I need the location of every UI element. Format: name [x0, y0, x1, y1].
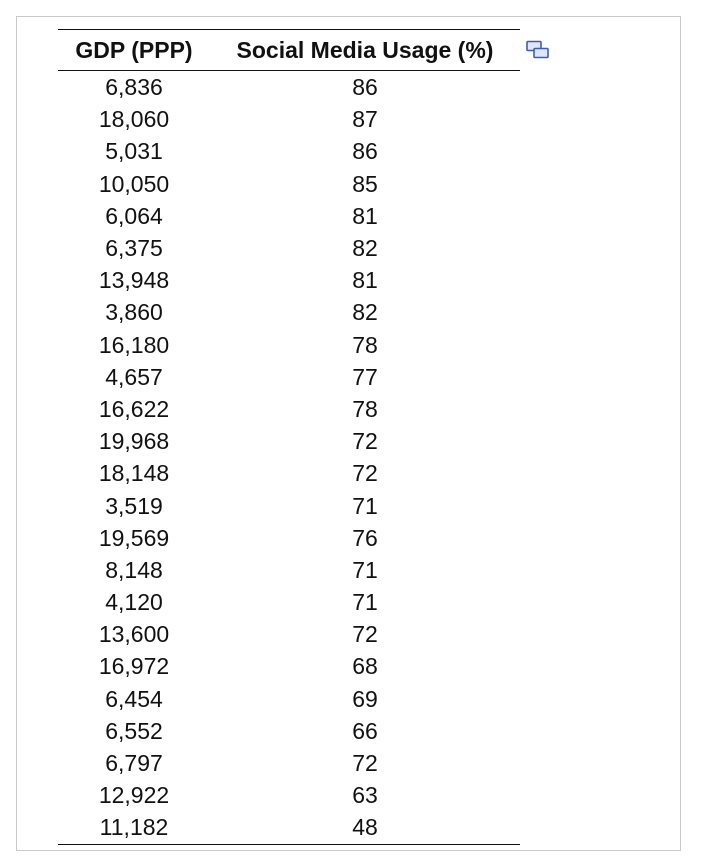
cell-social-media-usage: 66 — [352, 717, 378, 744]
table-row — [58, 264, 520, 296]
cell-gdp-ppp: 16,972 — [98, 653, 170, 680]
table-row — [58, 168, 520, 200]
table-row — [58, 715, 520, 747]
header-social-media-usage: Social Media Usage (%) — [210, 30, 520, 71]
copy-data-icon[interactable] — [526, 40, 550, 60]
cell-social-media-usage: 77 — [352, 363, 378, 390]
cell-social-media-usage: 82 — [352, 235, 378, 262]
cell-gdp-ppp: 13,600 — [98, 621, 170, 648]
data-table — [58, 29, 520, 845]
table-row — [58, 779, 520, 811]
table-row — [58, 489, 520, 521]
cell-social-media-usage: 71 — [352, 556, 378, 583]
cell-gdp-ppp: 6,836 — [105, 74, 163, 101]
cell-gdp-ppp: 13,948 — [98, 267, 170, 294]
table-row — [58, 747, 520, 779]
cell-gdp-ppp: 12,922 — [98, 782, 170, 809]
cell-social-media-usage: 48 — [210, 811, 520, 844]
cell-social-media-usage: 69 — [352, 685, 378, 712]
cell-gdp-ppp: 18,148 — [98, 460, 170, 487]
table-row — [58, 103, 520, 135]
table-row — [58, 296, 520, 328]
table-row — [58, 200, 520, 232]
cell-social-media-usage: 76 — [352, 524, 378, 551]
cell-gdp-ppp: 18,060 — [98, 106, 170, 133]
cell-gdp-ppp: 19,968 — [98, 428, 170, 455]
cell-social-media-usage: 71 — [352, 589, 378, 616]
data-table-wrapper — [58, 29, 520, 845]
table-row — [58, 618, 520, 650]
table-row — [58, 232, 520, 264]
table-row — [58, 586, 520, 618]
table-row — [58, 522, 520, 554]
cell-social-media-usage: 72 — [352, 750, 378, 777]
cell-gdp-ppp: 5,031 — [105, 138, 163, 165]
table-row — [58, 650, 520, 682]
cell-social-media-usage: 72 — [352, 621, 378, 648]
table-row — [58, 329, 520, 361]
cell-gdp-ppp: 3,860 — [105, 299, 163, 326]
cell-gdp-ppp: 6,797 — [105, 750, 163, 777]
table-header — [58, 30, 520, 71]
cell-gdp-ppp: 16,180 — [98, 331, 170, 358]
cell-social-media-usage: 86 — [352, 138, 378, 165]
cell-gdp-ppp: 3,519 — [105, 492, 163, 519]
table-row — [58, 393, 520, 425]
cell-gdp-ppp: 19,569 — [98, 524, 170, 551]
cell-gdp-ppp: 4,120 — [105, 589, 163, 616]
table-row — [58, 683, 520, 715]
header-row — [58, 30, 520, 71]
table-row — [58, 71, 520, 104]
cell-gdp-ppp: 6,454 — [105, 685, 163, 712]
table-row — [58, 554, 520, 586]
cell-social-media-usage: 85 — [352, 170, 378, 197]
cell-gdp-ppp: 11,182 — [58, 811, 210, 844]
table-body — [58, 71, 520, 845]
cell-social-media-usage: 87 — [352, 106, 378, 133]
cell-social-media-usage: 82 — [352, 299, 378, 326]
cell-gdp-ppp: 10,050 — [98, 170, 170, 197]
cell-social-media-usage: 72 — [352, 460, 378, 487]
cell-social-media-usage: 78 — [352, 331, 378, 358]
cell-gdp-ppp: 8,148 — [105, 556, 163, 583]
cell-social-media-usage: 78 — [352, 395, 378, 422]
cell-social-media-usage: 68 — [352, 653, 378, 680]
header-gdp-ppp: GDP (PPP) — [58, 30, 210, 71]
cell-gdp-ppp: 16,622 — [98, 395, 170, 422]
cell-social-media-usage: 63 — [352, 782, 378, 809]
cell-social-media-usage: 81 — [352, 202, 378, 229]
cell-social-media-usage: 86 — [352, 74, 378, 101]
cell-gdp-ppp: 6,552 — [105, 717, 163, 744]
cell-social-media-usage: 72 — [352, 428, 378, 455]
cell-social-media-usage: 71 — [352, 492, 378, 519]
table-row — [58, 135, 520, 167]
table-row — [58, 811, 520, 844]
cell-gdp-ppp: 6,375 — [105, 235, 163, 262]
cell-gdp-ppp: 6,064 — [105, 202, 163, 229]
cell-gdp-ppp: 4,657 — [105, 363, 163, 390]
table-row — [58, 361, 520, 393]
table-row — [58, 425, 520, 457]
table-row — [58, 457, 520, 489]
cell-social-media-usage: 81 — [352, 267, 378, 294]
